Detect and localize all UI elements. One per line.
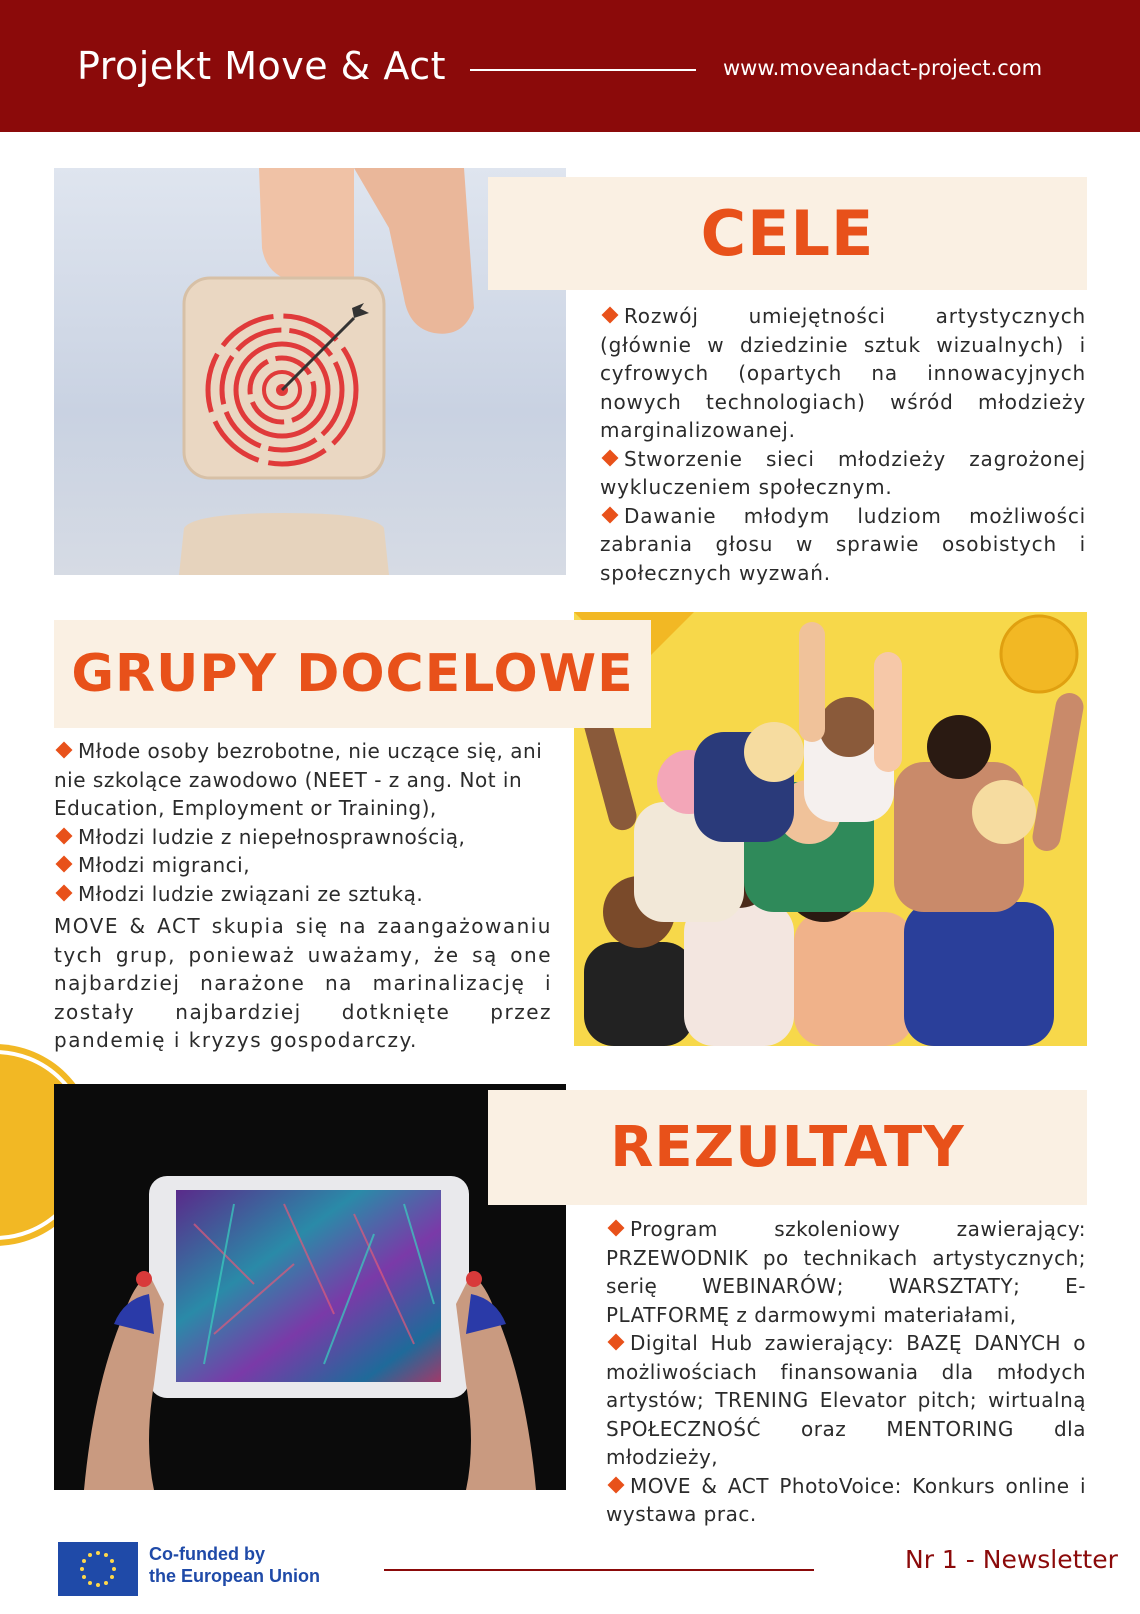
list-item: Młodzi ludzie z niepełnosprawnością, <box>54 823 562 852</box>
bullet-diamond-icon <box>608 1476 625 1493</box>
list-item: Rozwój umiejętności artystycznych (głównie w dziedzinie sztuk wizualnych) i cyfrowych (opartych na innowacyjnych nowych technologiach) wśród młodzieży marginalizowanej. <box>600 304 1086 442</box>
rezultaty-banner <box>488 1090 1087 1205</box>
cele-list <box>600 302 1086 587</box>
bullet-diamond-icon <box>608 1334 625 1351</box>
project-url[interactable]: www.moveandact-project.com <box>723 56 1043 80</box>
bullet-diamond-icon <box>602 506 619 523</box>
list-item: Dawanie młodym ludziom możliwości zabrania głosu w sprawie osobistych i społecznych wyzwań. <box>600 503 1086 585</box>
bullet-diamond-icon <box>608 1220 625 1237</box>
newsletter-number: Nr 1 - Newsletter <box>905 1545 1118 1574</box>
grupy-heading: GRUPY DOCELOWE <box>71 644 634 704</box>
list-item: Młodzi ludzie związani ze sztuką. <box>54 880 562 909</box>
project-title: Projekt Move & Act <box>77 44 447 88</box>
eu-flag-icon <box>58 1542 138 1596</box>
bullet-diamond-icon <box>56 742 73 759</box>
bullet-diamond-icon <box>56 856 73 873</box>
list-item: Program szkoleniowy zawierający: PRZEWODNIK po technikach artystycznych; serię WEBINARÓW; WARSZTATY; E-PLATFORMĘ z darmowymi materiałami, <box>606 1217 1086 1327</box>
grupy-banner <box>54 620 651 728</box>
list-item: Digital Hub zawierający: BAZĘ DANYCH o możliwościach finansowania dla młodych artystów; TRENING Elevator pitch; wirtualną SPOŁECZNOŚĆ oraz MENTORING dla młodzieży, <box>606 1331 1086 1469</box>
list-item: MOVE & ACT PhotoVoice: Konkurs online i wystawa prac. <box>606 1473 1086 1526</box>
footer-divider <box>384 1569 814 1571</box>
bullet-diamond-icon <box>56 884 73 901</box>
bullet-diamond-icon <box>56 827 73 844</box>
bullet-diamond-icon <box>602 449 619 466</box>
cele-heading: CELE <box>700 197 875 270</box>
bullet-diamond-icon <box>602 307 619 324</box>
list-item: Młode osoby bezrobotne, nie uczące się, ani nie szkolące zawodowo (NEET - z ang. Not in Education, Employment or Training), <box>54 739 543 820</box>
list-item: Stworzenie sieci młodzieży zagrożonej wykluczeniem społecznym. <box>600 446 1086 499</box>
rezultaty-heading: REZULTATY <box>610 1115 965 1180</box>
cele-banner <box>488 177 1087 290</box>
rezultaty-list <box>606 1215 1086 1529</box>
list-item: Młodzi migranci, <box>54 851 562 880</box>
grupy-paragraph: MOVE & ACT skupia się na zaangażowaniu tych grup, ponieważ uważamy, że są one najbardziej narażone na marinalizację i zostały najbardziej dotknięte przez pandemię i kryzys gospodarczy. <box>54 914 552 1052</box>
header-divider <box>470 69 696 71</box>
cofunded-label: Co-funded by the European Union <box>149 1544 320 1586</box>
page-header <box>0 0 1140 132</box>
grupy-list <box>54 737 562 908</box>
